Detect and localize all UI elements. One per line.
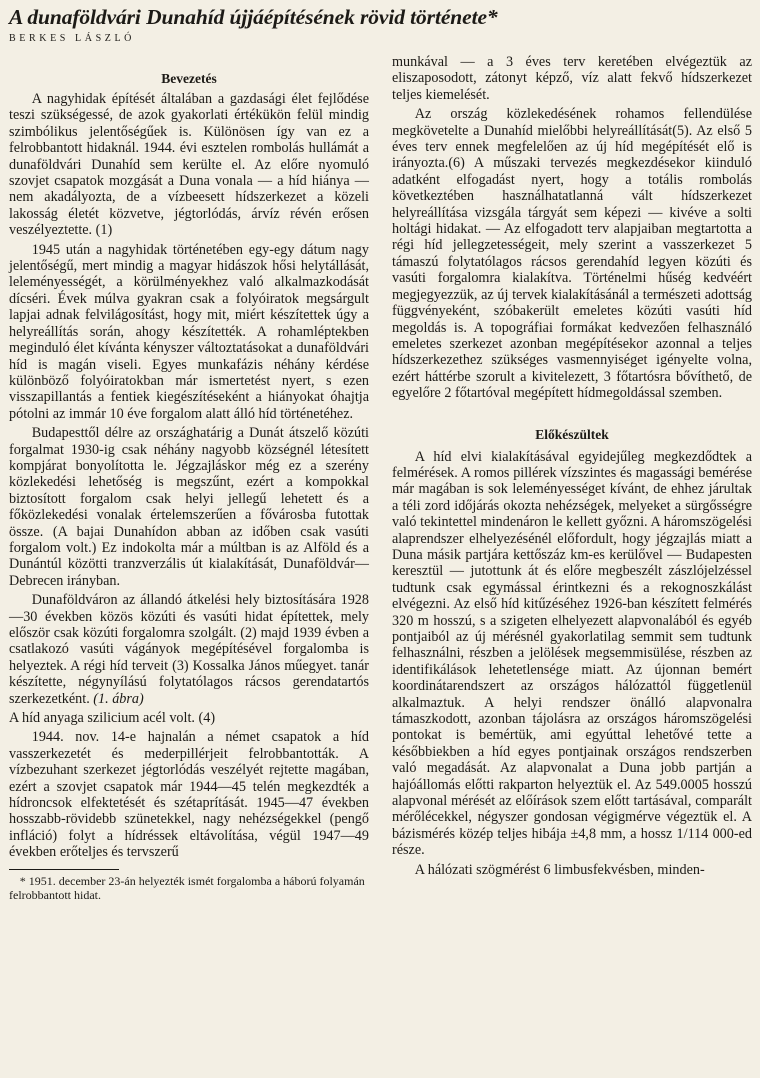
author-name: BERKES LÁSZLÓ [9, 33, 135, 44]
paragraph: Budapesttől délre az országhatárig a Dunát átszelő közúti forgalmat 1930-ig csak néhány nagyobb községnél létesített kompjárat bonyolította le. Jégzajláskor még ez a szerény közlekedési lehetőség is megszűnt, ezért a kompokkal biztosított forgalom csak helyi jellegű lehetett és a főközlekedési vonalak értelemszerűen a fővárosba futottak össze. (A bajai Dunahídon abban az időben csak vasúti forgalom volt.) Ez indokolta már a múltban is az Alföld és a Dunántúl közötti tranzverzális út kialakítását, Dunaföldvár—Debrecen irányban. [9, 425, 369, 589]
right-column [392, 54, 752, 881]
paragraph: A nagyhidak építését általában a gazdasági élet fejlődése teszi szükségessé, de azok gyakorlati értékükön felül mindig szimbólikus jelentőségűek is. Különösen így van ez a felrobbantott hidaknál. 1944. évi esztelen rombolás hullámát a dunaföldvári Dunahíd sem kerülte el. Az előre nyomuló szovjet csapatok mozgását a Duna vonala — a híd hiánya — nem akadályozta, de a vízbeesett hídszerkezet a közeli lakosság életét közvetve, jégtorlódás, árvíz révén erősen veszélyeztette. (1) [9, 91, 369, 239]
paragraph: 1945 után a nagyhidak történetében egy-egy dátum nagy jelentőségű, mert mindig a magyar hidászok hősi helytállását, leleményességét, a körülményekhez való alkalmazkodását dícséri. Évek múlva gyakran csak a folyóiratok megsárgult lapjai adnak felvilágosítást, hogy mit, miért készítettek úgy a helyreállítás során, ahogy készítették. A rohamléptekben meginduló élet kívánta kényszer változtatásokat a dunaföldvári híd is magán viseli. Egyes munkafázis néhány kérdése különböző folyóiratokban már ismertetést nyert, s ezen visszapillantás a fentiek kiegészítéseként a hiányokat óhajtja pótolni az immár 10 éve forgalom alatt álló híd történetéhez. [9, 241, 369, 422]
paragraph: A hálózati szögmérést 6 limbusfekvésben, minden- [414, 861, 705, 878]
figure-reference: (1. ábra) [93, 690, 144, 707]
paragraph-text: Dunaföldváron az állandó átkelési hely biztosítására 1928—30 években közös közúti és vasúti hidat építettek, mely először csak közúti forgalomra szolgált. (2) majd 1939 évben a csatlakozó vasúti vágányok megépítésével forgalomba is helyeztek. A régi híd terveit (3) Kossalka János műegyet. tanár készítette, négynyílású folytatólagos rácsos gerendatartós szerkezetként. [9, 592, 369, 707]
article-title: A dunaföldvári Dunahíd újjáépítésének rövid története* [9, 5, 498, 29]
footnote: * 1951. december 23-án helyezték ismét forgalomba a háború folyamán felrobbantott hidat. [9, 873, 365, 902]
paragraph: munkával — a 3 éves terv keretében elvégeztük az eliszaposodott, zátonyt képző, víz alatt fekvő hídszerkezet teljes kiemelését. [392, 54, 752, 103]
paragraph: 1944. nov. 14-e hajnalán a német csapatok a híd vasszerkezetét és mederpillérjeit felrobbantották. A vízbezuhant szerkezet jégtorlódás veszélyét rejtette magában, ezért a szovjet csapatok már 1944—45 telén megkezdték a hídroncsok elfektetését és szétaprítását. 1945—47 években hosszabb-rövidebb szünetekkel, nagy nehézségekkel (pengő infláció) folyt a hídréssek eltávolítása, végül 1947—49 években erőteljes és tervszerű [9, 729, 369, 861]
article-columns [9, 54, 752, 1078]
paragraph [9, 592, 369, 707]
paragraph: A híd anyaga szilicium acél volt. (4) [9, 710, 216, 727]
section-heading-bevezetes: Bevezetés [161, 71, 217, 86]
footnote-divider [9, 869, 119, 870]
section-heading-elokeszultek: Előkészültek [535, 426, 609, 442]
paragraph: Az ország közlekedésének rohamos fellendülése megkövetelte a Dunahíd mielőbbi helyreállítását(5). Az első 5 éves terv ennek megfelelően az új híd megépítését elő is irányozta.(6) A műszaki tervezés megkezdésekor kiinduló adatként elfogadást nyert, hogy a totális rombolás következtében használhatatlanná vált hídszerkezet helyreállítása vizsgála tárgyát sem képezi — kivéve a solti holtági hidakat. — Az elfogadott terv alapjaiban megtartotta a régi híd jellegzetességeit, mely szerint a vasszerkezet 5 támaszú folytatólagos rácsos gerendahíd legyen közúti és vasúti forgalomra kialakítva. Történelmi hűség kedvéért megjegyezzük, az új tervek kialakításánál a természeti adottság függvényeként, szóbakerült emeletes közúti vasúti híd megoldás is. A topográfiai formákat kedvezően felhasználó emeletes szerkezet azonban megépítésekor azonnal a teljes hídszerkezethez szükséges vasmennyiséget igényelte volna, ezért háttérbe szorult a kivitelezett, 3 főtartósra bővíthető, de egyelőre 2 főtartóval megépített hídmegoldással szemben. [392, 106, 752, 402]
paragraph: A híd elvi kialakításával egyidejűleg megkezdődtek a felmérések. A romos pillérek vízszintes és magassági bemérése már magában is sok leleményességet kívánt, de ehhez járultak a téli zord időjárás okozta nehézségek, melyeket a sürgősségre való tekintettel mindenáron le kellett győzni. A háromszögelési alaprendszer elhelyezésénél előfordult, hogy jégzajlás miatt a Duna másik partjára kettőszáz km-es kerülővel — Budapesten keresztül — jutottunk át és előre megbeszélt zászlójelzéssel tudtunk csak egymással érintkezni és a rekognoszkálást elvégezni. Az első híd kitűzéséhez 1926-ban készített felmérés 320 m hosszú, s a szigeten elhelyezett alapvonalából és egyéb pontjaiból az új mérésnél gyakorlatilag semmit sem tudtunk felhasználni, részben a jelölések megsemmisülése, részben az identifikálások lehetetlensége miatt. Az újonnan bemért koordinátarendszert az országos hálózattól függetlenül alkalmaztuk. A helyi rendszer önálló alapvonalra támaszkodott, azonban tájolásra az országos háromszögelési pontokat is bemértük, ami egyúttal lehetővé tette a későbbiekben a híd egyes pontjainak országos rendszerben való megadását. Az alapvonalat a Duna jobb partján a hajóállomás előtti rakparton helyeztük el. Az 549.0005 hosszú alapvonal mérését az előírások szem előtt tartásával, comparált mérőlécekkel, négyszer gondosan végigmérve végeztük el. A bázismérés közép teljes hibája ±4,8 mm, a hossz 1/114 000-ed része. [392, 448, 752, 859]
left-column [9, 54, 369, 902]
